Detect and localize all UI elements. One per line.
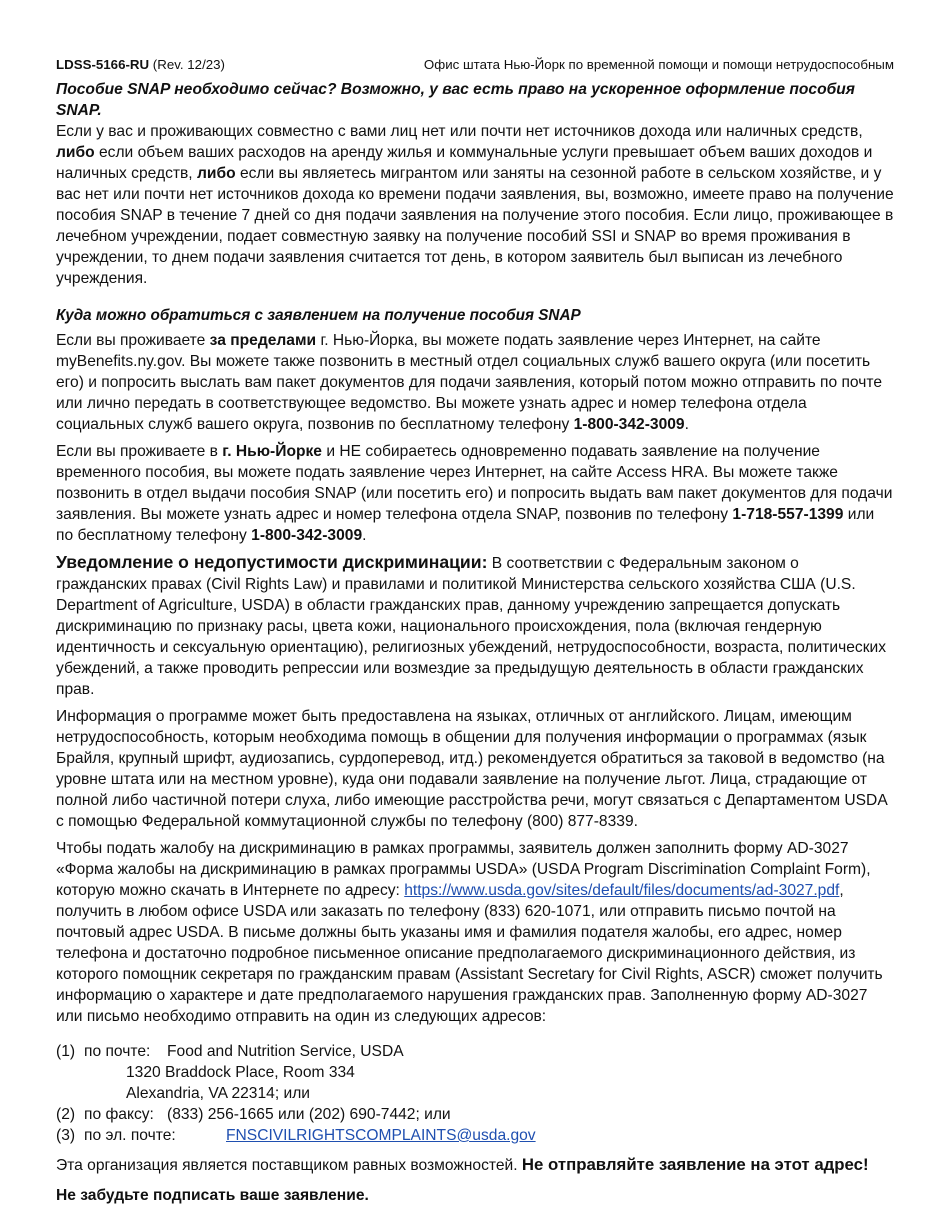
ad-3027-form-link[interactable]: https://www.usda.gov/sites/default/files/documents/ad-3027.pdf [404, 882, 840, 899]
form-id [56, 56, 225, 74]
nondiscrimination-heading: Уведомление о недопустимости дискриминации: [56, 552, 488, 572]
text-run: Если вы проживаете в [56, 443, 223, 460]
text-run: если объем ваших расходов на аренду жилья и коммунальные услуги превышает объем ваших доходов и наличных средств, [56, 144, 873, 182]
address-fax [56, 1104, 894, 1125]
mail-line: Alexandria, VA 22314; или [126, 1085, 311, 1102]
fax-label: по факсу: [84, 1106, 154, 1123]
phone-number: 1-800-342-3009 [251, 527, 363, 544]
complaint-addresses [56, 1041, 894, 1146]
text-run: Если вы проживаете [56, 332, 210, 349]
emphasis: г. Нью-Йорке [222, 443, 322, 460]
list-number: (2) [56, 1106, 76, 1123]
where-to-apply-heading: Куда можно обратиться с заявлением на получение пособия SNAP [56, 307, 581, 324]
nyc-paragraph [56, 441, 894, 546]
email-label: по эл. почте: [84, 1127, 176, 1144]
text-run: Чтобы подать жалобу на дискриминацию в рамках программы, заявитель должен заполнить форму AD-3027 «Форма жалобы на дискриминацию в рамках программы USDA» (USDA Program Discrimination Complaint Form), которую можно скачать в Интернете по адресу: [56, 840, 871, 899]
mail-label: по почте: [84, 1043, 151, 1060]
snap-now-paragraph [56, 121, 894, 289]
text-run: или по бесплатному телефону [56, 506, 875, 544]
mail-line: 1320 Braddock Place, Room 334 [126, 1064, 355, 1081]
text-run: Если у вас и проживающих совместно с вами лиц нет или почти нет источников дохода или наличных средств, [56, 123, 863, 140]
form-code: LDSS-5166-RU [56, 57, 150, 72]
outside-nyc-paragraph [56, 330, 894, 435]
agency-name: Офис штата Нью-Йорк по временной помощи и помощи нетрудоспособным [423, 57, 894, 72]
text-run: В соответствии с Федеральным законом о гражданских правах (Civil Rights Law) и правилами и политикой Министерства сельского хозяйства США (U.S. Department of Agriculture, USDA) в области гражданских прав, данному учреждению запрещается допускать дискриминацию по признаку расы, цвета кожи, национального происхождения, пола (включая гендерную идентичность и сексуальную ориентацию), религиозных убеждений, нетрудоспособности, возраста, политических убеждений, а также проводить репрессии или возмездие за предыдущую деятельность в области гражданских прав. [56, 555, 887, 698]
equal-opportunity-text: Эта организация является поставщиком равных возможностей. [56, 1157, 522, 1174]
list-number: (1) [56, 1043, 76, 1060]
text-run: , получить в любом офисе USDA или заказать по телефону (833) 620-1071, или отправить письмо почтой на почтовый адрес USDA. В письме должны быть указаны имя и фамилия подателя жалобы, его адрес, номер телефона и достаточно подробное письменное описание предполагаемого дискриминационного действия, из которого помощник секретаря по гражданским правам (Assistant Secretary for Civil Rights, ASCR) сможет получить информацию о характере и дате предполагаемого нарушения гражданских прав. Заполненную форму AD-3027 или письмо необходимо отправить на один из следующих адресов: [56, 882, 883, 1025]
text-run: если вы являетесь мигрантом или заняты на сезонной работе в сельском хозяйстве, и у вас нет или почти нет источников дохода ко времени подачи заявления, вы, возможно, имеете право на получение пособия SNAP в течение 7 дней со дня подачи заявления на получение этого пособия. Если лицо, проживающее в лечебном учреждении, подает совместную заявку на получение пособий SSI и SNAP во время проживания в учреждении, то днем подачи заявления считается тот день, в котором заявитель был выписан из лечебного учреждения. [56, 165, 894, 287]
text-run: г. Нью-Йорка, вы можете подать заявление через Интернет, на сайте myBenefits.ny.gov. Вы можете также позвонить в местный отдел социальных служб вашего округа (или посетить его) и попросить выслать вам пакет документов для подачи заявления, который потом можно отправить по почте или лично передать в соответствующее ведомство. Вы можете узнать адрес и номер телефона отдела социальных служб вашего округа, позвонив по бесплатному телефону [56, 332, 883, 433]
text-run: . [684, 416, 689, 433]
do-not-send-warning: Не отправляйте заявление на этот адрес! [521, 1155, 869, 1174]
sign-reminder: Не забудьте подписать ваше заявление. [56, 1187, 369, 1204]
complaint-paragraph [56, 838, 894, 1027]
phone-number: 1-718-557-1399 [732, 506, 844, 523]
fax-number: (833) 256-1665 или (202) 690-7442; или [167, 1106, 451, 1123]
page-header [56, 56, 894, 76]
equal-opportunity-line [56, 1154, 894, 1176]
nondiscrimination-paragraph [56, 552, 894, 700]
mail-line: Food and Nutrition Service, USDA [167, 1043, 404, 1060]
text-run: . [362, 527, 367, 544]
address-mail [56, 1041, 894, 1062]
emphasis: за пределами [209, 332, 317, 349]
text-run: и НЕ собираетесь одновременно подавать заявление на получение временного пособия, вы можете подать заявление через Интернет, на сайте Access HRA. Вы можете также позвонить в отдел выдачи пособия SNAP (или посетить его) и попросить выдать вам пакет документов для подачи заявления. Вы можете узнать адрес и номер телефона отдела SNAP, позвонив по телефону [56, 443, 893, 523]
list-number: (3) [56, 1127, 76, 1144]
emphasis: либо [196, 165, 236, 182]
complaints-email-link[interactable]: FNSCIVILRIGHTSCOMPLAINTS@usda.gov [226, 1127, 536, 1144]
language-access-paragraph: Информация о программе может быть предоставлена на языках, отличных от английского. Лицам, имеющим нетрудоспособность, которым необходима помощь в общении для получения информации о программах (язык Брайля, крупный шрифт, аудиозапись, сурдоперевод, итд.) рекомендуется обратиться за таковой в ведомство (на уровне штата или на местном уровне), куда они подавали заявление на получение льгот. Лица, страдающие от полной либо частичной потери слуха, либо имеющие расстройства речи, могут связаться с Департаментом USDA с помощью Федеральной коммутационной службы по телефону (800) 877-8339. [56, 708, 887, 830]
phone-number: 1-800-342-3009 [573, 416, 685, 433]
form-revision: (Rev. 12/23) [149, 57, 225, 72]
address-email [56, 1125, 894, 1146]
snap-now-heading: Пособие SNAP необходимо сейчас? Возможно, у вас есть право на ускоренное оформление пособия SNAP. [56, 81, 855, 119]
emphasis: либо [56, 144, 95, 161]
